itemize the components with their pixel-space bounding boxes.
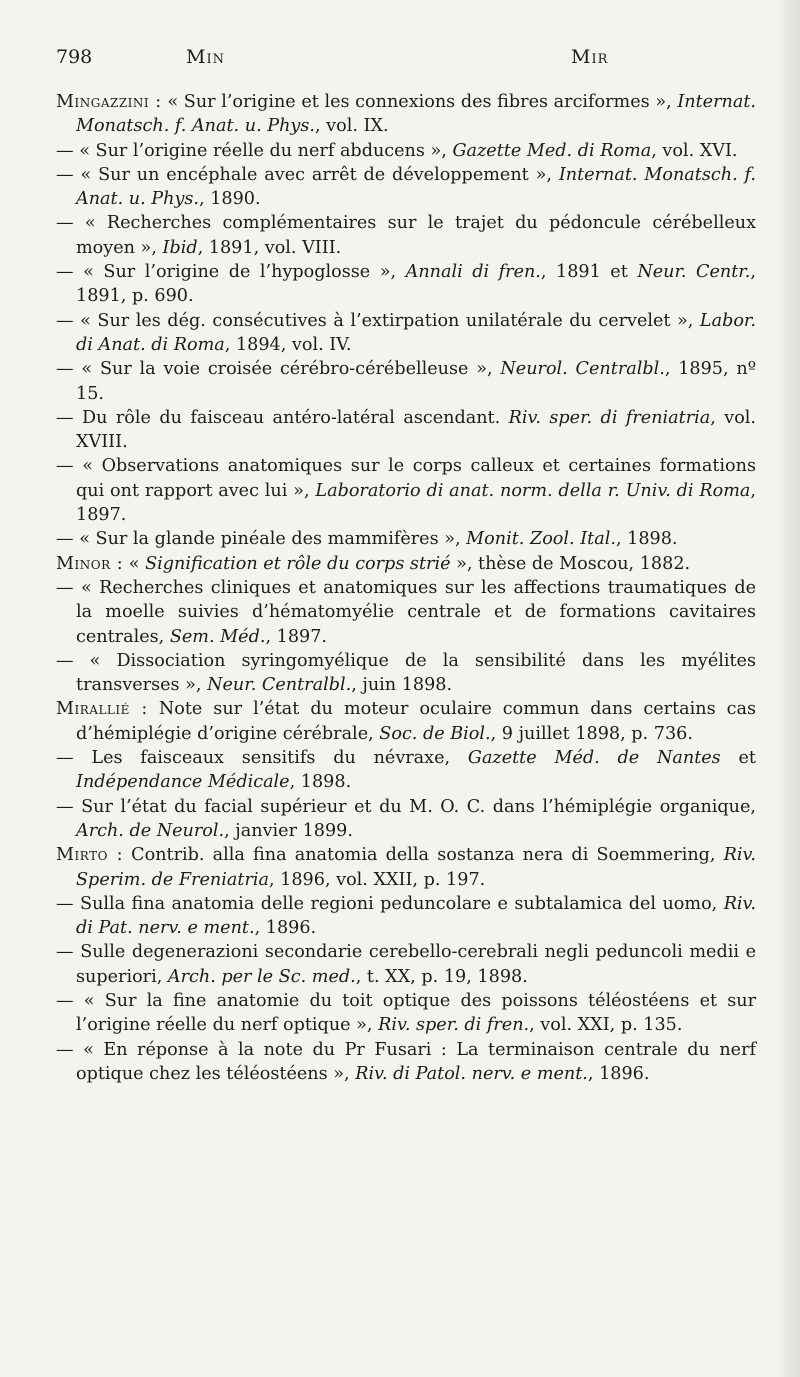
entry-author: Mingazzini : [56,92,162,112]
entry-journal-title: Signification et rôle du corps strié [145,553,451,574]
entry-journal-title: Neur. Centr. [637,262,751,283]
running-header [56,46,746,82]
entry-text: « Sur un encéphale avec arrêt de développement », [80,164,559,185]
entry-text: , vol. IX. [315,116,389,137]
entry-text: Note sur l’état du moteur oculaire commun dans certains cas d’hémiplégie d’origine cérébrale, [76,699,756,744]
entry-journal-title: Riv. sper. di freniatria [508,407,711,428]
entry-text: , 1891, p. 690. [76,262,756,307]
bibliography-sub-entry [56,139,756,163]
entry-text: « Sur l’origine et les connexions des fibres arciformes », [161,92,678,112]
bibliography-sub-entry [56,649,756,698]
running-head-right: Mir [571,46,609,68]
bibliography-sub-entry [56,357,756,406]
bibliography-entry [56,552,756,576]
entry-text: , 1898. [289,772,352,793]
entry-text: « Sur l’origine de l’hypoglosse », [83,262,406,283]
bibliography-sub-entry [56,746,756,795]
entry-text: « Dissociation syringomyélique de la sensibilité dans les myélites transverses », [76,650,756,696]
entry-text: « Recherches cliniques et anatomiques sur les affections traumatiques de la moelle suivies d’hématomyélie centrale et de formations cavitaires centrales, [76,577,756,647]
entry-text: , 1896. [587,1063,650,1084]
entry-text: « Sur la voie croisée cérébro-cérébelleuse », [81,359,501,380]
entry-journal-title: Internat. Monatsch. f. Anat. u. Phys. [76,92,756,137]
running-head-left: Min [186,46,225,68]
bibliography-entry [56,697,756,746]
bibliography-entry [56,90,756,139]
entry-text: « Sur l’origine réelle du nerf abducens », [79,140,453,161]
bibliography-entry [56,843,756,892]
bibliography-sub-entry [56,406,756,455]
entry-journal-title: Riv. Sperim. de Freniatria [76,845,756,890]
entry-author: Minor : [56,553,124,574]
bibliography-list [56,90,756,1086]
bibliography-sub-entry [56,576,756,649]
entry-text: , 1891 et [540,262,638,283]
entry-text: Sulla fina anatomia delle regioni peduncolare e subtalamica del uomo, [80,893,724,914]
entry-journal-title: Soc. de Biol. [379,723,491,744]
entry-text: « En réponse à la note du Pr Fusari : La terminaison centrale du nerf optique chez les téléostéens », [76,1039,756,1084]
entry-text: , 1896, vol. XXII, p. 197. [268,869,486,890]
entry-text: , vol. XVI. [651,140,738,161]
entry-text: , 9 juillet 1898, p. 736. [490,723,693,744]
entry-text: , juin 1898. [351,675,453,696]
entry-text: « Sur la glande pinéale des mammifères », [79,529,467,550]
entry-journal-title: Labor. di Anat. di Roma [76,310,757,355]
entry-text: , vol. XXI, p. 135. [529,1015,683,1036]
entry-journal-title: Neurol. Centralbl. [500,359,665,380]
entry-text: « Sur la fine anatomie du toit optique des poissons téléostéens et sur l’origine réelle du nerf optique », [76,990,756,1036]
entry-text: , 1890. [199,189,261,210]
entry-journal-title: Arch. de Neurol. [76,820,225,841]
entry-text: , 1897. [265,626,328,647]
entry-journal-title: Neur. Centralbl. [207,675,352,696]
entry-journal-title: Riv. sper. di fren. [378,1015,530,1036]
entry-text: Sulle degenerazioni secondarie cerebello-cerebrali negli peduncoli medii e superiori, [76,942,756,987]
entry-text: , t. XX, p. 19, 1898. [355,966,528,987]
entry-text: et [720,748,756,769]
entry-journal-title: Riv. di Patol. nerv. e ment. [355,1063,588,1084]
bibliography-sub-entry [56,260,756,309]
bibliography-sub-entry [56,527,756,551]
entry-text: , vol. XVIII. [76,407,757,453]
bibliography-sub-entry [56,309,756,358]
entry-journal-title: Annali di fren. [405,262,541,283]
entry-journal-title: Gazette Med. di Roma [452,140,652,161]
entry-author: Mirto : [56,845,123,866]
bibliography-sub-entry [56,1038,756,1087]
entry-journal-title: Ibid [162,237,198,258]
entry-author: Mirallié : [56,699,148,720]
entry-journal-title: Indépendance Médicale [76,772,290,793]
entry-text: , 1896. [254,918,317,939]
entry-text: , 1894, vol. IV. [224,334,352,355]
entry-text: « Sur les dég. consécutives à l’extirpation unilatérale du cervelet », [80,310,700,331]
entry-journal-title: Gazette Méd. de Nantes [467,748,721,769]
entry-text: « [123,553,146,574]
bibliography-sub-entry [56,989,756,1038]
bibliography-sub-entry [56,892,756,941]
page-edge-shadow [776,0,800,1377]
bibliography-sub-entry [56,454,756,527]
entry-journal-title: Sem. Méd. [169,626,266,647]
entry-journal-title: Arch. per le Sc. med. [167,966,356,987]
entry-journal-title: Internat. Monatsch. f. Anat. u. Phys. [76,164,756,210]
entry-text: , 1898. [615,529,678,550]
bibliography-sub-entry [56,211,756,260]
entry-text: « Recherches complémentaires sur le trajet du pédoncule cérébelleux moyen », [76,213,756,258]
entry-text: , janvier 1899. [224,820,353,841]
entry-text: , 1897. [76,480,756,526]
entry-text: « Observations anatomiques sur le corps calleux et certaines formations qui ont rapport avec lui », [76,456,757,501]
bibliography-sub-entry [56,163,756,212]
entry-text: Du rôle du faisceau antéro-latéral ascendant. [82,407,509,428]
entry-text: , 1895, nº 15. [76,359,756,404]
entry-journal-title: Laboratorio di anat. norm. della r. Univ. di Roma [315,480,751,501]
page-number: 798 [56,46,93,68]
entry-text: », thèse de Moscou, 1882. [450,553,691,574]
bibliography-sub-entry [56,795,756,844]
bibliography-sub-entry [56,940,756,989]
entry-text: Contrib. alla fina anatomia della sostanza nera di Soemmering, [123,845,724,866]
entry-text: , 1891, vol. VIII. [197,237,342,258]
entry-journal-title: Riv. di Pat. nerv. e ment. [76,893,757,939]
entry-text: Les faisceaux sensitifs du névraxe, [91,748,468,769]
entry-journal-title: Monit. Zool. Ital. [466,529,616,550]
entry-text: Sur l’état du facial supérieur et du M. O. C. dans l’hémiplégie organique, [81,796,757,817]
